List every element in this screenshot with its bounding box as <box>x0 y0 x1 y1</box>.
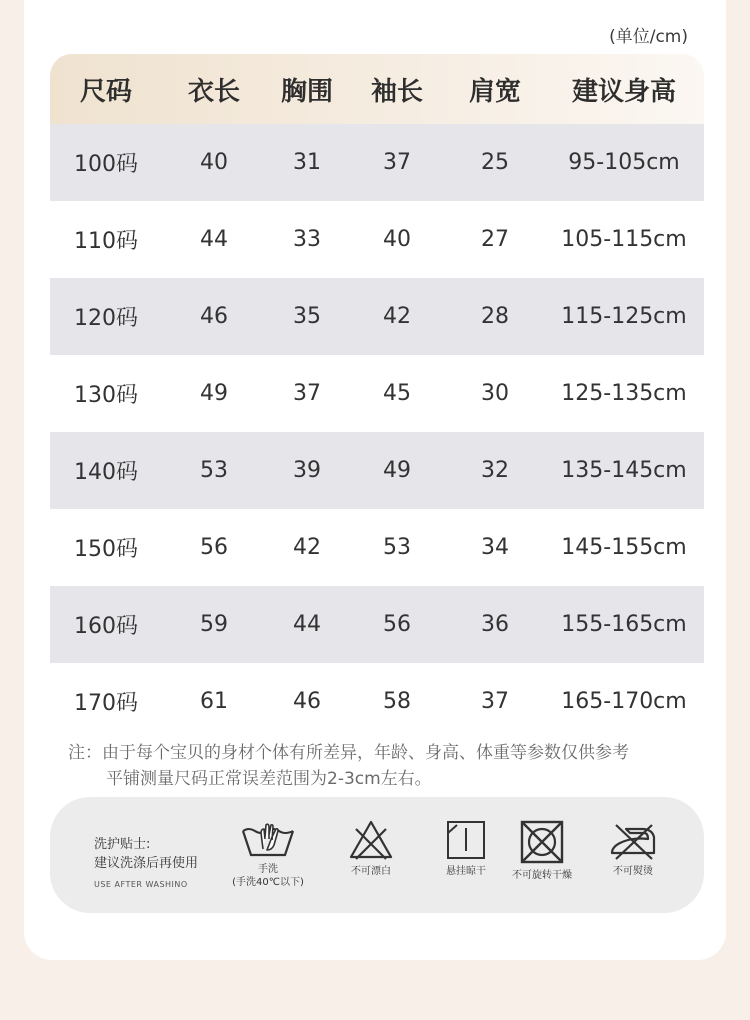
care-title-en: USE AFTER WASHINO <box>94 880 188 889</box>
care-item-no-bleach <box>338 819 404 878</box>
cell-length: 49 <box>200 381 228 406</box>
no-tumble-dry-icon <box>519 819 565 865</box>
cell-length: 53 <box>200 458 228 483</box>
care-title-main: 洗护贴士: <box>94 837 151 852</box>
header-sleeve: 袖长 <box>370 76 423 107</box>
header-size: 尺码 <box>80 76 133 107</box>
table-row <box>50 432 704 509</box>
header-chest: 胸围 <box>280 76 333 107</box>
no-bleach-icon <box>348 819 394 861</box>
cell-size: 130码 <box>74 383 138 408</box>
cell-chest: 35 <box>293 304 321 329</box>
header-shoulder: 肩宽 <box>468 76 521 107</box>
cell-height: 165-170cm <box>561 689 687 714</box>
unit-label: (单位/cm) <box>609 27 688 47</box>
cell-size: 160码 <box>74 614 138 639</box>
cell-sleeve: 49 <box>383 458 411 483</box>
hand-wash-label: 手洗 <box>258 864 278 875</box>
hand-wash-sublabel: (手洗40℃以下) <box>232 877 304 888</box>
cell-chest: 46 <box>293 689 321 714</box>
measurement-note <box>68 740 708 792</box>
cell-chest: 33 <box>293 227 321 252</box>
table-row <box>50 201 704 278</box>
cell-chest: 31 <box>293 150 321 175</box>
table-row <box>50 663 704 740</box>
cell-size: 110码 <box>74 229 138 254</box>
cell-size: 170码 <box>74 691 138 716</box>
cell-sleeve: 53 <box>383 535 411 560</box>
cell-height: 125-135cm <box>561 381 687 406</box>
cell-shoulder: 28 <box>481 304 509 329</box>
care-title <box>94 835 198 894</box>
hand-wash-icon <box>239 819 297 859</box>
care-item-hang-dry <box>432 819 500 878</box>
no-bleach-label: 不可漂白 <box>351 866 391 877</box>
header-length: 衣长 <box>187 76 240 107</box>
hang-dry-label: 悬挂晾干 <box>446 866 486 877</box>
cell-height: 155-165cm <box>561 612 687 637</box>
cell-height: 105-115cm <box>561 227 687 252</box>
cell-length: 59 <box>200 612 228 637</box>
table-row <box>50 586 704 663</box>
note-line-1: 注：由于每个宝贝的身材个体有所差异，年龄、身高、体重等参数仅供参考 <box>68 743 629 763</box>
cell-size: 100码 <box>74 152 138 177</box>
cell-chest: 39 <box>293 458 321 483</box>
care-title-sub: 建议洗涤后再使用 <box>94 856 199 871</box>
cell-chest: 42 <box>293 535 321 560</box>
table-header <box>50 54 704 124</box>
table-row <box>50 509 704 586</box>
cell-shoulder: 27 <box>481 227 509 252</box>
cell-size: 120码 <box>74 306 138 331</box>
cell-length: 56 <box>200 535 228 560</box>
cell-shoulder: 32 <box>481 458 509 483</box>
cell-sleeve: 37 <box>383 150 411 175</box>
table-row <box>50 355 704 432</box>
cell-height: 145-155cm <box>561 535 687 560</box>
size-table <box>50 54 704 740</box>
cell-shoulder: 30 <box>481 381 509 406</box>
cell-sleeve: 45 <box>383 381 411 406</box>
cell-length: 40 <box>200 150 228 175</box>
cell-chest: 44 <box>293 612 321 637</box>
cell-height: 95-105cm <box>568 150 680 175</box>
cell-length: 61 <box>200 689 228 714</box>
cell-shoulder: 25 <box>481 150 509 175</box>
cell-height: 115-125cm <box>561 304 687 329</box>
cell-shoulder: 37 <box>481 689 509 714</box>
cell-sleeve: 42 <box>383 304 411 329</box>
cell-height: 135-145cm <box>561 458 687 483</box>
cell-shoulder: 34 <box>481 535 509 560</box>
cell-size: 150码 <box>74 537 138 562</box>
cell-sleeve: 40 <box>383 227 411 252</box>
table-row <box>50 124 704 201</box>
table-row <box>50 278 704 355</box>
header-height: 建议身高 <box>571 76 676 107</box>
no-iron-label: 不可熨烫 <box>613 866 653 877</box>
cell-length: 44 <box>200 227 228 252</box>
hang-dry-icon <box>445 819 487 861</box>
no-tumble-dry-label: 不可旋转干燥 <box>512 870 572 881</box>
note-line-2: 平铺测量尺码正常误差范围为2-3cm左右。 <box>106 769 432 789</box>
cell-sleeve: 58 <box>383 689 411 714</box>
cell-length: 46 <box>200 304 228 329</box>
care-item-hand-wash <box>228 819 308 889</box>
care-item-no-iron <box>600 819 666 878</box>
care-item-no-tumble-dry <box>506 819 578 882</box>
no-iron-icon <box>606 819 660 861</box>
care-instructions-panel <box>50 797 704 913</box>
cell-shoulder: 36 <box>481 612 509 637</box>
cell-chest: 37 <box>293 381 321 406</box>
cell-sleeve: 56 <box>383 612 411 637</box>
cell-size: 140码 <box>74 460 138 485</box>
